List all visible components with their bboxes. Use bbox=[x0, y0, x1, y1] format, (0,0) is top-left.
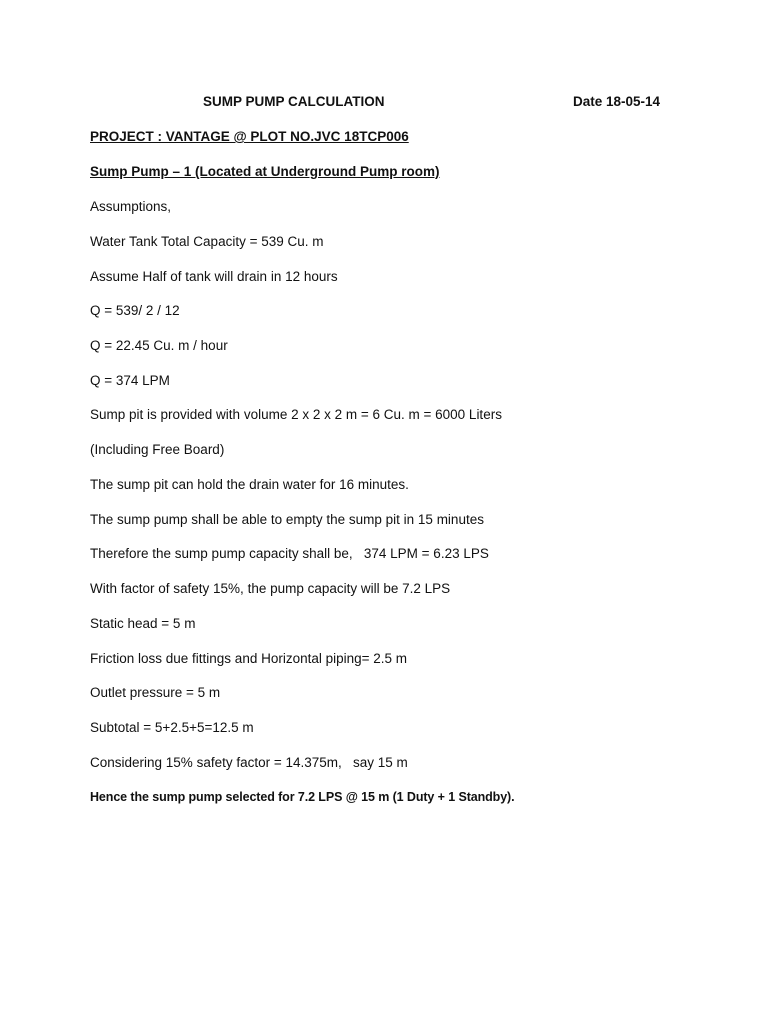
text-line: Assumptions, bbox=[90, 199, 172, 214]
text-line: Water Tank Total Capacity = 539 Cu. m bbox=[90, 234, 324, 249]
text-line: Therefore the sump pump capacity shall be, 374 LPM = 6.23 LPS bbox=[90, 546, 489, 561]
text-line: Q = 539/ 2 / 12 bbox=[90, 303, 180, 318]
text-line: The sump pump shall be able to empty the sump pit in 15 minutes bbox=[90, 512, 484, 527]
section-heading: Sump Pump – 1 (Located at Underground Pump room) bbox=[90, 164, 440, 179]
text-line: Q = 374 LPM bbox=[90, 373, 170, 388]
text-line: Friction loss due fittings and Horizontal piping= 2.5 m bbox=[90, 651, 408, 666]
text-line: Considering 15% safety factor = 14.375m, say 15 m bbox=[90, 755, 408, 770]
text-line: The sump pit can hold the drain water for 16 minutes. bbox=[90, 477, 409, 492]
project-heading: PROJECT : VANTAGE @ PLOT NO.JVC 18TCP006 bbox=[90, 129, 409, 144]
document-title: SUMP PUMP CALCULATION bbox=[203, 94, 385, 109]
text-line: With factor of safety 15%, the pump capacity will be 7.2 LPS bbox=[90, 581, 451, 596]
document-date: Date 18-05-14 bbox=[573, 94, 661, 109]
text-line: Sump pit is provided with volume 2 x 2 x 2 m = 6 Cu. m = 6000 Liters bbox=[90, 407, 502, 422]
text-line: Outlet pressure = 5 m bbox=[90, 685, 221, 700]
text-line: (Including Free Board) bbox=[90, 442, 225, 457]
text-line: Static head = 5 m bbox=[90, 616, 196, 631]
conclusion-line: Hence the sump pump selected for 7.2 LPS @ 15 m (1 Duty + 1 Standby). bbox=[90, 790, 515, 804]
text-line: Subtotal = 5+2.5+5=12.5 m bbox=[90, 720, 254, 735]
text-line: Assume Half of tank will drain in 12 hours bbox=[90, 269, 338, 284]
text-line: Q = 22.45 Cu. m / hour bbox=[90, 338, 228, 353]
